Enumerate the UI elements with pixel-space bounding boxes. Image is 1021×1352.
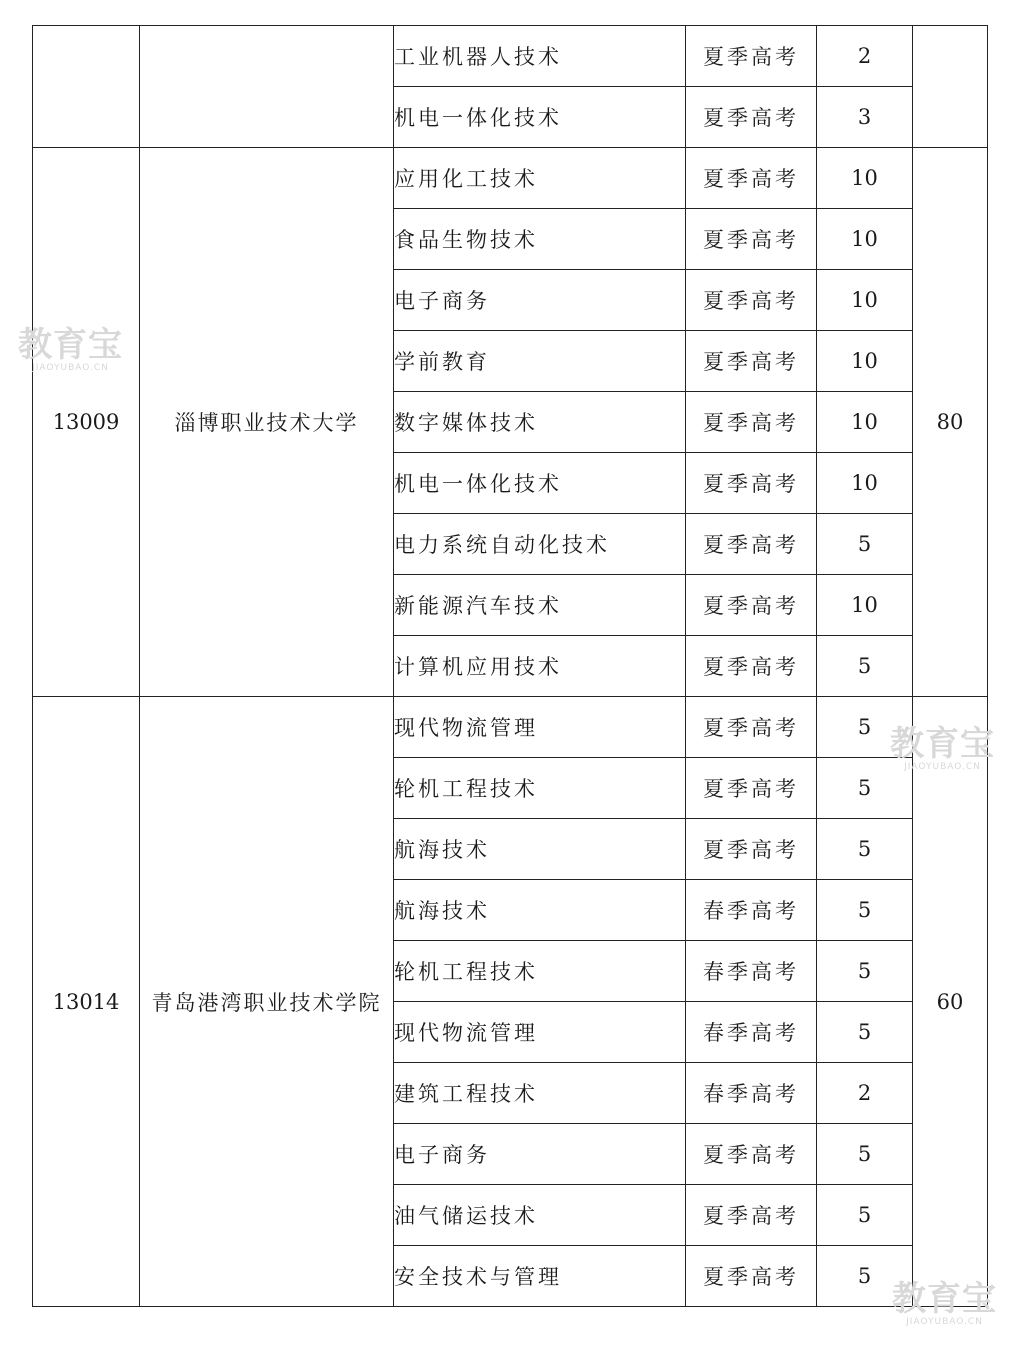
major-cell: 油气储运技术 [394,1185,686,1246]
plan-count-cell: 5 [817,697,913,758]
watermark-url: JIAOYUBAO.CN [904,762,981,772]
table-body [33,26,988,1307]
school-total-cell [913,26,988,148]
exam-type-cell: 夏季高考 [686,575,817,636]
major-cell: 建筑工程技术 [394,1063,686,1124]
exam-type-cell: 夏季高考 [686,331,817,392]
major-cell: 机电一体化技术 [394,453,686,514]
exam-type-cell: 夏季高考 [686,514,817,575]
exam-type-cell: 春季高考 [686,941,817,1002]
exam-type-cell: 夏季高考 [686,270,817,331]
plan-count-cell: 10 [817,453,913,514]
school-code-cell: 13014 [33,697,140,1307]
exam-type-cell: 夏季高考 [686,758,817,819]
plan-count-cell: 5 [817,1124,913,1185]
school-name-cell: 青岛港湾职业技术学院 [140,697,394,1307]
exam-type-cell: 夏季高考 [686,148,817,209]
exam-type-cell: 夏季高考 [686,636,817,697]
plan-count-cell: 5 [817,1002,913,1063]
major-cell: 电力系统自动化技术 [394,514,686,575]
watermark-text: 教育宝 [890,724,995,764]
major-cell: 计算机应用技术 [394,636,686,697]
major-cell: 食品生物技术 [394,209,686,270]
exam-type-cell: 夏季高考 [686,697,817,758]
plan-count-cell: 3 [817,87,913,148]
major-cell: 新能源汽车技术 [394,575,686,636]
school-code-cell: 13009 [33,148,140,697]
exam-type-cell: 春季高考 [686,880,817,941]
plan-count-cell: 10 [817,270,913,331]
plan-count-cell: 10 [817,392,913,453]
plan-count-cell: 5 [817,880,913,941]
plan-count-cell: 5 [817,758,913,819]
major-cell: 安全技术与管理 [394,1246,686,1307]
plan-count-cell: 10 [817,148,913,209]
exam-type-cell: 夏季高考 [686,87,817,148]
major-cell: 数字媒体技术 [394,392,686,453]
plan-count-cell: 5 [817,1246,913,1307]
table-row [33,148,988,209]
plan-count-cell: 5 [817,941,913,1002]
exam-type-cell: 夏季高考 [686,453,817,514]
exam-type-cell: 夏季高考 [686,1124,817,1185]
plan-count-cell: 5 [817,636,913,697]
major-cell: 航海技术 [394,819,686,880]
school-total-cell: 80 [913,148,988,697]
plan-count-cell: 2 [817,1063,913,1124]
major-cell: 电子商务 [394,270,686,331]
watermark-url: JIAOYUBAO.CN [906,1317,983,1327]
major-cell: 轮机工程技术 [394,941,686,1002]
plan-count-cell: 5 [817,514,913,575]
school-code-cell [33,26,140,148]
major-cell: 现代物流管理 [394,697,686,758]
exam-type-cell: 夏季高考 [686,392,817,453]
school-name-cell: 淄博职业技术大学 [140,148,394,697]
plan-count-cell: 5 [817,819,913,880]
plan-count-cell: 2 [817,26,913,87]
table-row [33,697,988,758]
major-cell: 机电一体化技术 [394,87,686,148]
major-cell: 应用化工技术 [394,148,686,209]
exam-type-cell: 春季高考 [686,1063,817,1124]
watermark-url: JIAOYUBAO.CN [32,363,109,373]
exam-type-cell: 夏季高考 [686,1246,817,1307]
watermark-text: 教育宝 [892,1279,997,1319]
major-cell: 航海技术 [394,880,686,941]
exam-type-cell: 春季高考 [686,1002,817,1063]
plan-count-cell: 10 [817,575,913,636]
plan-count-cell: 10 [817,209,913,270]
school-name-cell [140,26,394,148]
plan-count-cell: 5 [817,1185,913,1246]
major-cell: 现代物流管理 [394,1002,686,1063]
watermark-text: 教育宝 [18,325,123,365]
major-cell: 轮机工程技术 [394,758,686,819]
exam-type-cell: 夏季高考 [686,819,817,880]
plan-count-cell: 10 [817,331,913,392]
exam-type-cell: 夏季高考 [686,1185,817,1246]
exam-type-cell: 夏季高考 [686,209,817,270]
major-cell: 学前教育 [394,331,686,392]
major-cell: 电子商务 [394,1124,686,1185]
exam-type-cell: 夏季高考 [686,26,817,87]
table-row [33,26,988,87]
school-total-cell: 60 [913,697,988,1307]
major-cell: 工业机器人技术 [394,26,686,87]
admission-plan-table [32,25,988,1307]
